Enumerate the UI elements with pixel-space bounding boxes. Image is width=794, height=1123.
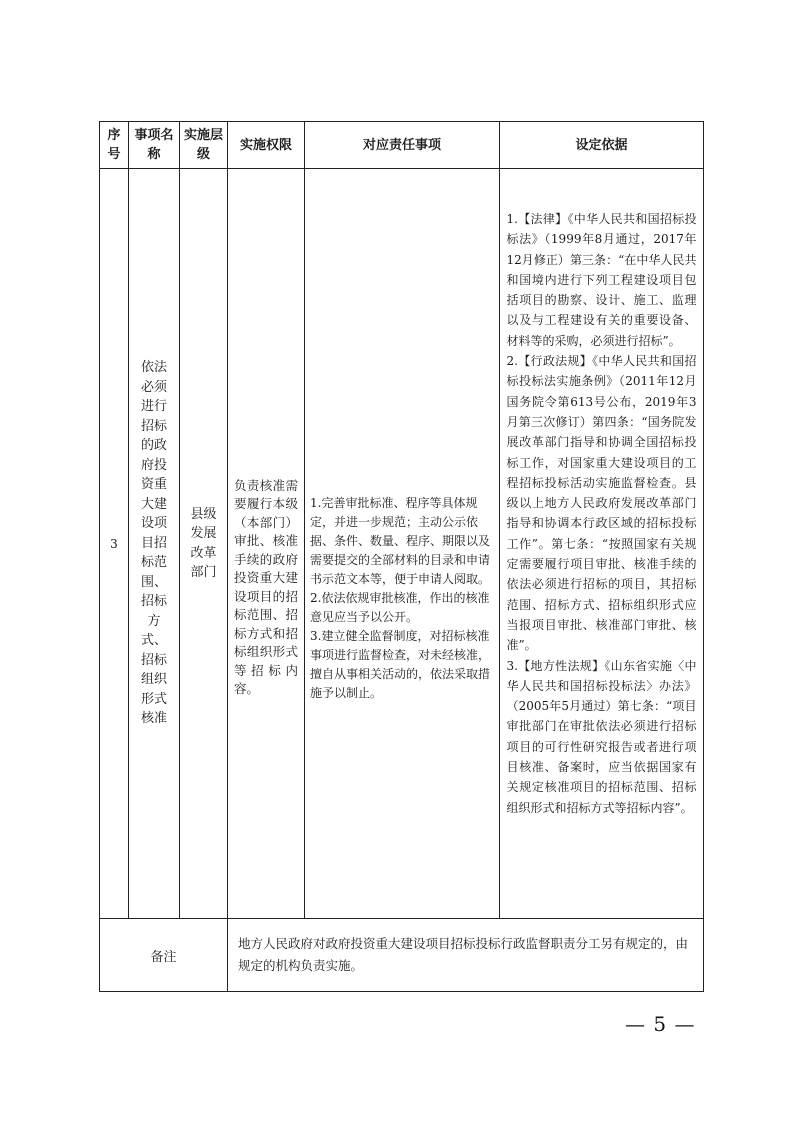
remark-text: 地方人民政府对政府投资重大建设项目招标投标行政监督职责分工另有规定的，由规定的机构负责实施。 [228,919,704,992]
header-basis-label: 设定依据 [575,137,628,153]
cell-basis [500,169,704,919]
cell-seq: 3 [100,169,129,919]
page-number: — 5 — [625,1012,696,1036]
header-authority-label: 实施权限 [239,137,292,153]
remark-label: 备注 [100,919,228,992]
header-duties [305,122,500,169]
item-name-text: 依法必须进行招标的政府投资重大建设项目招标范围、招标方式、招标组织形式核准 [140,360,167,727]
header-seq-label: 序号 [107,128,121,162]
duty-item-3: 3.建立健全监督制度，对招标核准事项进行监督检查，对未经核准，擅自从事相关活动的，依法采取措施予以制止。 [310,629,491,700]
header-authority [228,122,305,169]
basis-item-1: 1.【法律】《中华人民共和国招标投标法》（1999年8月通过，2017年12月修正）第三条：“在中华人民共和国境内进行下列工程建设项目包括项目的勘察、设计、施工、监理以及与工程建设有关的重要设备、材料等的采购，必须进行招标”。 [506,212,697,348]
level-text: 县级发展改革部门 [190,506,217,580]
header-name [129,122,180,169]
remark-row [100,919,704,992]
duty-item-2: 2.依法依规审批核准，作出的核准意见应当予以公开。 [310,591,490,624]
basis-item-2: 2.【行政法规】《中华人民共和国招标投标法实施条例》（2011年12月国务院令第613号公布，2019年3月第三次修订）第四条：“国务院发展改革部门指导和协调全国招标投标工作，对国家重大建设项目的工程招标投标活动实施监督检查。县级以上地方人民政府发展改革部门指导和协调本行政区域的招标投标工作”。第七条：“按照国家有关规定需要履行项目审批、核准手续的依法必须进行招标的项目，其招标范围、招标方式、招标组织形式应当报项目审批、核准部门审批、核准”。 [506,354,697,653]
duty-item-1: 1.完善审批标准、程序等具体规定，并进一步规范；主动公示依据、条件、数量、程序、期限以及需要提交的全部材料的目录和申请书示范文本等，便于申请人阅取。 [310,496,491,586]
header-basis [500,122,704,169]
header-duties-label: 对应责任事项 [362,137,441,153]
cell-item-name [129,169,180,919]
table-row [100,169,704,919]
duties-list [310,494,494,703]
basis-item-3: 3.【地方性法规】《山东省实施〈中华人民共和国招标投标法〉办法》（2005年5月通过）第七条：“项目审批部门在审批依法必须进行招标项目的可行性研究报告或者进行项目核准、备案时，应当依据国家有关规定核准项目的招标范围、招标组织形式和招标方式等招标内容”。 [506,658,697,815]
header-level [180,122,228,169]
header-seq [100,122,129,169]
cell-level [180,169,228,919]
cell-authority [228,169,305,919]
responsibility-table [99,121,704,992]
table-header-row [100,122,704,169]
authority-text: 负责核准需要履行本级（本部门）审批、核准手续的政府投资重大建设项目的招标范围、招标方式和招标组织形式等招标内容。 [234,477,298,696]
cell-duties [305,169,500,919]
header-level-label: 实施层级 [183,128,223,162]
basis-list [507,209,697,818]
header-name-label: 事项名称 [134,128,174,162]
